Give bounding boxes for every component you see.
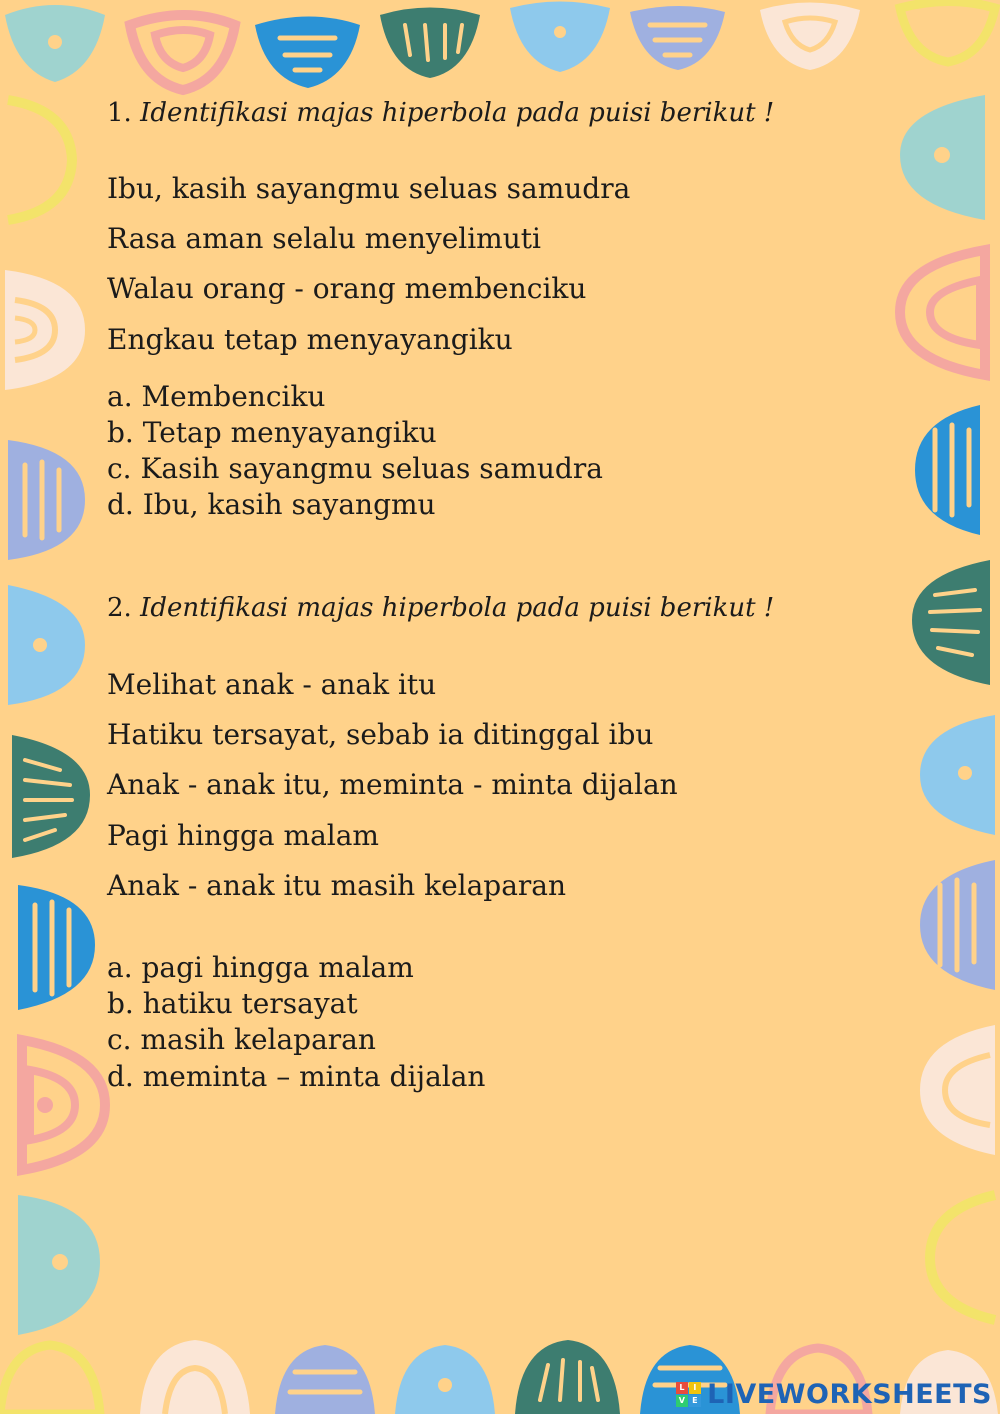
poem-2-line: Anak - anak itu masih kelaparan (107, 869, 567, 902)
poem-2-line: Pagi hingga malam (107, 819, 379, 852)
border-shape (900, 95, 985, 220)
border-shape (515, 1340, 620, 1414)
question-2-option-a[interactable]: a. pagi hingga malam (107, 951, 414, 984)
poem-1-line: Walau orang - orang membenciku (107, 272, 587, 305)
border-shape (8, 100, 72, 220)
border-shape (920, 715, 995, 835)
logo-letter: V (676, 1395, 688, 1407)
border-shape (920, 1025, 995, 1155)
question-1-option-b[interactable]: b. Tetap menyayangiku (107, 416, 437, 449)
question-2-title (107, 593, 774, 623)
border-shape (12, 735, 90, 858)
border-shape (920, 860, 995, 990)
border-shape (255, 17, 360, 89)
border-shape (0, 1345, 100, 1414)
logo-letter: I (689, 1382, 701, 1394)
question-2-prompt: Identifikasi majas hiperbola pada puisi berikut ! (140, 593, 775, 623)
border-shape (130, 15, 235, 90)
question-1-option-c[interactable]: c. Kasih sayangmu seluas samudra (107, 452, 603, 485)
liveworksheets-watermark (676, 1379, 992, 1410)
border-shape (760, 3, 860, 71)
logo-letter: E (689, 1395, 701, 1407)
border-shape (22, 1040, 105, 1170)
border-shape (18, 885, 95, 1010)
border-shape (140, 1340, 250, 1414)
question-1-prompt: Identifikasi majas hiperbola pada puisi berikut ! (140, 98, 775, 128)
poem-2-line: Melihat anak - anak itu (107, 668, 437, 701)
question-1-option-d[interactable]: d. Ibu, kasih sayangmu (107, 488, 436, 521)
border-shape (900, 2, 995, 63)
poem-2-line: Hatiku tersayat, sebab ia ditinggal ibu (107, 718, 654, 751)
question-2-option-c[interactable]: c. masih kelaparan (107, 1023, 376, 1056)
border-shape (510, 2, 610, 73)
question-2-number: 2. (107, 593, 132, 623)
border-shape (900, 250, 985, 375)
border-shape (18, 1195, 100, 1335)
border-shape (8, 585, 85, 705)
watermark-text: LIVEWORKSHEETS (707, 1379, 992, 1410)
question-1-number: 1. (107, 98, 132, 128)
poem-1-line: Engkau tetap menyayangiku (107, 323, 513, 356)
question-2-option-b[interactable]: b. hatiku tersayat (107, 987, 358, 1020)
poem-2-line: Anak - anak itu, meminta - minta dijalan (107, 768, 678, 801)
liveworksheets-logo-icon (676, 1382, 701, 1407)
border-shape (930, 1195, 995, 1320)
border-shape (630, 6, 725, 70)
border-shape (8, 440, 85, 560)
border-shape (380, 8, 480, 79)
poem-1-line: Ibu, kasih sayangmu seluas samudra (107, 172, 631, 205)
border-shape (395, 1345, 495, 1414)
poem-1-line: Rasa aman selalu menyelimuti (107, 222, 541, 255)
border-shape (275, 1345, 375, 1414)
question-2-option-d[interactable]: d. meminta – minta dijalan (107, 1060, 486, 1093)
border-shape (912, 560, 990, 685)
border-shape (5, 270, 85, 390)
border-shape (5, 5, 105, 82)
question-1-title (107, 98, 774, 128)
question-1-option-a[interactable]: a. Membenciku (107, 380, 326, 413)
border-shape (915, 405, 980, 535)
logo-letter: L (676, 1382, 688, 1394)
